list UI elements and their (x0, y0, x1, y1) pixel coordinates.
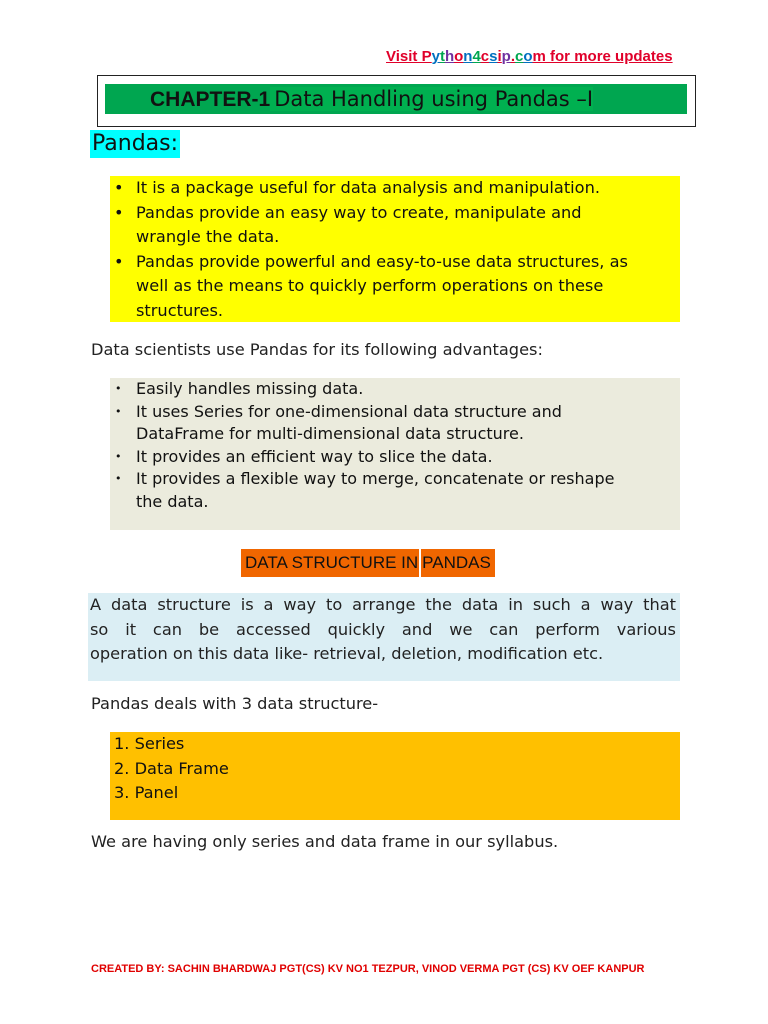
list-item (110, 201, 680, 250)
chapter-name: Data Handling using Pandas –I (270, 87, 593, 111)
bullet-line: It provides a flexible way to merge, concatenate or reshape (136, 469, 615, 488)
site-letter: o (454, 48, 464, 65)
syllabus-note: We are having only series and data frame in our syllabus. (91, 832, 559, 851)
bullet-line: Easily handles missing data. (136, 379, 364, 398)
chapter-number: CHAPTER-1 (150, 88, 271, 111)
site-letter: c (515, 48, 524, 65)
list-item (110, 378, 680, 401)
bullet-line: well as the means to quickly perform operations on these (136, 276, 604, 295)
bullet-icon: • (115, 404, 122, 418)
definition-line: A data structure is a way to arrange the data in such a way that (90, 595, 676, 614)
heading-left: DATA STRUCTURE IN (245, 553, 419, 572)
list-item: 1. Series (114, 734, 185, 753)
bullet-line: It provides an efficient way to slice the data. (136, 446, 493, 466)
list-item (110, 468, 680, 513)
author-credit: CREATED BY: SACHIN BHARDWAJ PGT(CS) KV NO1 TEZPUR, VINOD VERMA PGT (CS) KV OEF KANPUR (91, 963, 645, 975)
site-name (422, 48, 546, 65)
advantages-intro: Data scientists use Pandas for its following advantages: (91, 340, 543, 359)
bullet-line: DataFrame for multi-dimensional data structure. (136, 424, 524, 443)
site-letter: c (480, 48, 490, 65)
chapter-title (150, 84, 593, 114)
site-letter: i (497, 48, 502, 65)
structures-list (110, 732, 680, 806)
site-letter: p (501, 48, 511, 65)
site-letter: s (489, 48, 498, 65)
definition-line: operation on this data like- retrieval, deletion, modification etc. (90, 644, 604, 663)
bullet-line: structures. (136, 300, 224, 320)
advantages-box (110, 378, 680, 530)
list-item: 2. Data Frame (114, 758, 229, 778)
bullet-icon: • (114, 178, 124, 197)
bullet-icon: • (115, 382, 122, 395)
list-item (110, 250, 680, 324)
definition-paragraph (90, 593, 676, 667)
site-letter: . (510, 48, 515, 65)
pandas-definition-box (110, 176, 680, 322)
pandas-bullet-list (110, 176, 680, 323)
site-letter: y (431, 48, 440, 65)
bullet-icon: • (114, 202, 124, 222)
bullet-line: Pandas provide powerful and easy-to-use data structures, as (136, 251, 628, 271)
list-item: 3. Panel (114, 783, 179, 802)
list-item (110, 446, 680, 469)
list-item (110, 176, 680, 201)
bullet-line: It is a package useful for data analysis and manipulation. (136, 178, 600, 197)
definition-box (88, 593, 680, 681)
structures-intro: Pandas deals with 3 data structure- (91, 694, 379, 713)
bullet-line: the data. (136, 491, 209, 511)
visit-prefix: Visit (386, 48, 422, 65)
bullet-line: wrangle the data. (136, 227, 280, 246)
bullet-icon: • (115, 472, 122, 485)
site-letter: 4 (472, 48, 481, 65)
site-letter: n (463, 48, 473, 65)
advantages-list (110, 378, 680, 513)
data-structure-heading (241, 549, 495, 577)
site-letter: h (444, 48, 455, 65)
bullet-line: Pandas provide an easy way to create, manipulate and (136, 202, 582, 222)
visit-suffix: for more updates (545, 48, 673, 65)
bullet-line: It uses Series for one-dimensional data structure and (136, 401, 562, 421)
structures-box (110, 732, 680, 820)
definition-line: so it can be accessed quickly and we can perform various (90, 619, 676, 639)
site-letter: P (421, 48, 432, 65)
site-letter: o (523, 48, 533, 65)
list-item (110, 401, 680, 446)
site-letter: m (532, 48, 546, 65)
heading-divider (419, 549, 421, 577)
bullet-icon: • (114, 251, 124, 271)
website-link[interactable] (386, 48, 673, 65)
heading-right: PANDAS (422, 553, 491, 572)
site-letter: t (439, 48, 445, 65)
pandas-heading: Pandas: (92, 131, 179, 156)
bullet-icon: • (115, 449, 122, 463)
